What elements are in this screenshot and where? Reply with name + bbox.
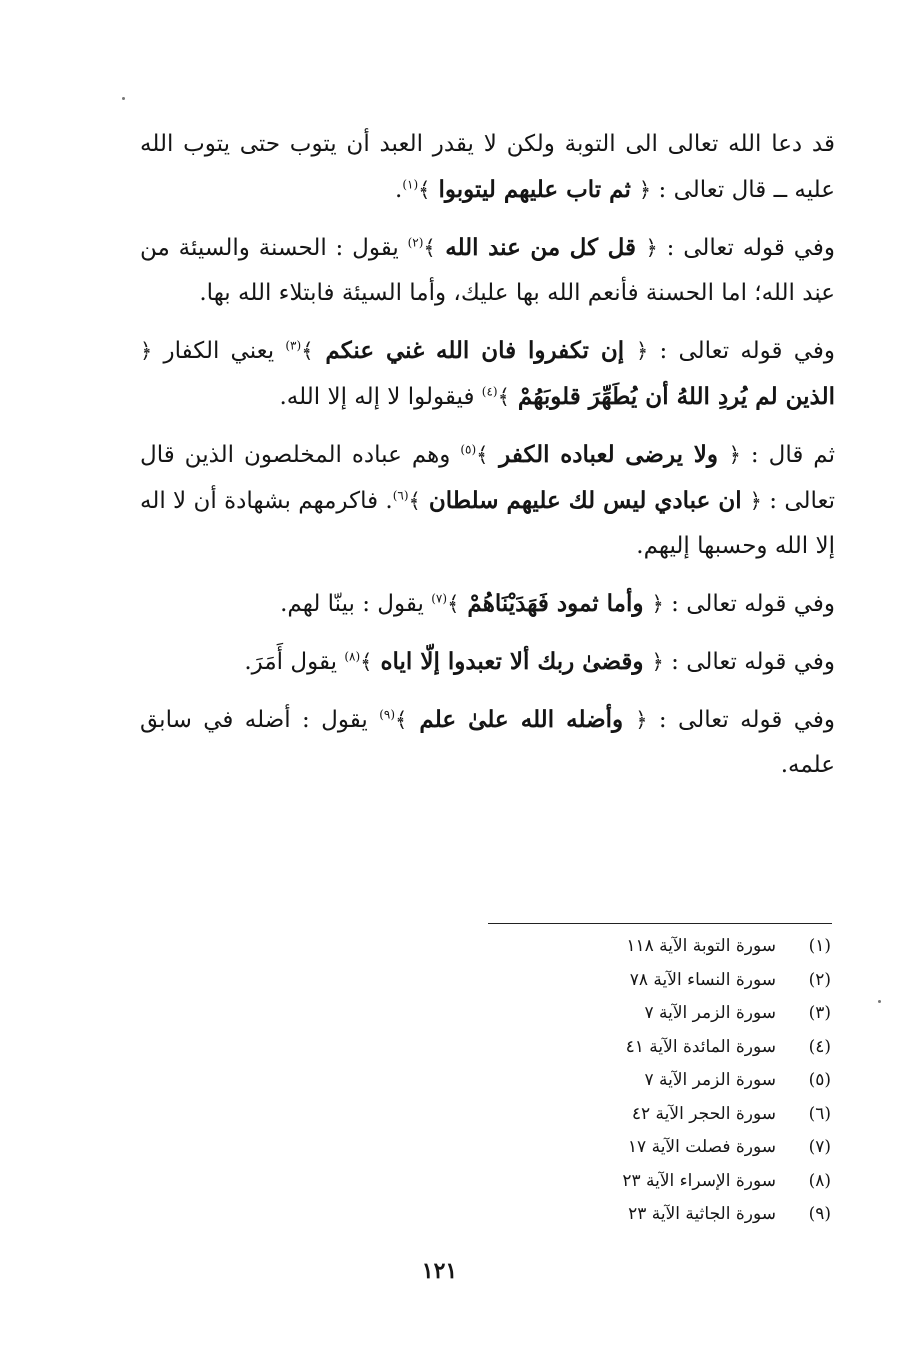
footnote-number: (٦) (808, 1103, 831, 1124)
footnote-text: سورة الجاثية الآية ٢٣ (628, 1204, 776, 1224)
paragraph-text: يعني الكفار (152, 338, 286, 364)
quran-bracket-open: ﴿ (635, 708, 648, 732)
paragraph (140, 581, 835, 627)
paragraph (140, 639, 835, 685)
paragraph-text: وهم عباده المخلصون الذين قال تعالى : (140, 442, 835, 514)
footnote-number: (٤) (808, 1036, 831, 1057)
paragraph-text: . فاكرمهم بشهادة أن لا اله إلا الله وحسبها إليهم. (140, 488, 835, 559)
footnote-text: سورة فصلت الآية ١٧ (627, 1137, 776, 1157)
quran-bracket-open: ﴿ (651, 650, 664, 674)
paragraph (140, 122, 835, 213)
body-text (140, 122, 835, 800)
footnote-text: سورة الزمر الآية ٧ (644, 1003, 776, 1023)
paragraph-text: ثم قال : (740, 442, 836, 468)
paragraph-text: قد دعا الله تعالى الى التوبة ولكن لا يقدر العبد أن يتوب حتى يتوب الله عليه ــ قال تعالى : (140, 131, 835, 203)
quran-quote: ان عبادي ليس لك عليهم سلطان (420, 487, 750, 514)
paragraph-text: وفي قوله تعالى : (663, 591, 835, 617)
footnote (531, 964, 831, 998)
footnote-ref: (٦) (392, 488, 409, 503)
scan-speck (878, 1000, 881, 1003)
quran-bracket-close: ﴾ (301, 339, 314, 363)
paragraph (140, 697, 835, 788)
paragraph-text: يقول أَمَرَ. (244, 649, 345, 675)
footnote (531, 930, 831, 964)
footnote (531, 1064, 831, 1098)
footnote (531, 1131, 831, 1165)
quran-bracket-open: ﴿ (645, 236, 658, 260)
quran-bracket-open: ﴿ (749, 489, 762, 513)
quran-bracket-close: ﴾ (408, 489, 421, 513)
footnote-ref: (٨) (344, 649, 361, 664)
paragraph-text: فيقولوا لا إله إلا الله. (279, 384, 482, 410)
footnote-text: سورة الحجر الآية ٤٢ (631, 1103, 776, 1124)
footnote-number: (٩) (808, 1204, 831, 1224)
quran-quote: ثم تاب عليهم ليتوبوا (430, 176, 639, 203)
footnote-ref: (٣) (285, 338, 302, 353)
footnote-text: سورة الزمر الآية ٧ (644, 1070, 776, 1090)
quran-bracket-close: ﴾ (476, 443, 489, 467)
footnote (531, 1198, 831, 1232)
paragraph-text: . (395, 177, 403, 203)
footnote-text: سورة النساء الآية ٧٨ (629, 969, 776, 990)
paragraph-text: وفي قوله تعالى : (648, 338, 836, 364)
quran-quote: وأما ثمود فَهَدَيْنَاهُمْ (459, 590, 652, 617)
quran-bracket-open: ﴿ (636, 339, 649, 363)
footnote-text: سورة التوبة الآية ١١٨ (626, 936, 776, 956)
footnote (531, 1098, 831, 1132)
footnote-number: (١) (808, 936, 831, 956)
scan-speck (122, 97, 125, 100)
quran-quote: إن تكفروا فان الله غني عنكم (313, 337, 636, 364)
quran-bracket-close: ﴾ (360, 650, 373, 674)
footnotes-list (531, 930, 831, 1232)
quran-quote: قل كل من عند الله (435, 234, 646, 261)
paragraph-text: يقول : الحسنة والسيئة من عند الله؛ اما الحسنة فأنعم الله بها عليك، وأما السيئة فابتلاء الله بها. (140, 235, 835, 306)
footnote-ref: (٤) (481, 384, 498, 399)
footnote-divider (488, 923, 832, 924)
footnote (531, 997, 831, 1031)
footnote-ref: (١) (402, 177, 419, 192)
quran-bracket-close: ﴾ (447, 592, 460, 616)
quran-bracket-close: ﴾ (423, 236, 436, 260)
footnote-text: سورة المائدة الآية ٤١ (625, 1036, 776, 1057)
footnote (531, 1031, 831, 1065)
quran-quote: وأضله الله علىٰ علم (407, 706, 636, 733)
footnote-number: (٧) (808, 1137, 831, 1157)
footnote-number: (٢) (808, 969, 831, 990)
footnote-ref: (٧) (431, 591, 448, 606)
footnote-number: (٣) (808, 1003, 831, 1023)
footnote-number: (٨) (808, 1170, 831, 1191)
page-number: ١٢١ (421, 1258, 458, 1284)
quran-bracket-open: ﴿ (638, 178, 652, 202)
footnote-ref: (٥) (460, 442, 477, 457)
quran-bracket-close: ﴾ (395, 708, 408, 732)
quran-quote: وقضىٰ ربك ألا تعبدوا إلّا اياه (372, 648, 652, 675)
footnote-number: (٥) (808, 1070, 831, 1090)
paragraph-text: وفي قوله تعالى : (663, 649, 835, 675)
paragraph-text: وفي قوله تعالى : (647, 707, 835, 733)
paragraph-text: يقول : أضله في سابق علمه. (140, 707, 835, 778)
footnote (531, 1165, 831, 1199)
quran-bracket-open: ﴿ (651, 592, 664, 616)
quran-bracket-open: ﴿ (140, 339, 153, 363)
paragraph (140, 328, 835, 420)
footnote-ref: (٢) (407, 235, 424, 250)
paragraph (140, 432, 835, 569)
quran-bracket-close: ﴾ (497, 385, 510, 409)
paragraph-text: يقول : بينّا لهم. (280, 591, 432, 617)
quran-bracket-close: ﴾ (418, 178, 431, 202)
quran-bracket-open: ﴿ (728, 443, 741, 467)
footnote-text: سورة الإسراء الآية ٢٣ (622, 1170, 776, 1191)
quran-quote: الذين لم يُردِ اللهُ أن يُطَهِّرَ قلوبَهُمْ (509, 383, 835, 410)
paragraph-text: وفي قوله تعالى : (657, 235, 836, 261)
paragraph (140, 225, 835, 316)
quran-quote: ولا يرضى لعباده الكفر (488, 441, 729, 468)
footnote-ref: (٩) (379, 707, 396, 722)
